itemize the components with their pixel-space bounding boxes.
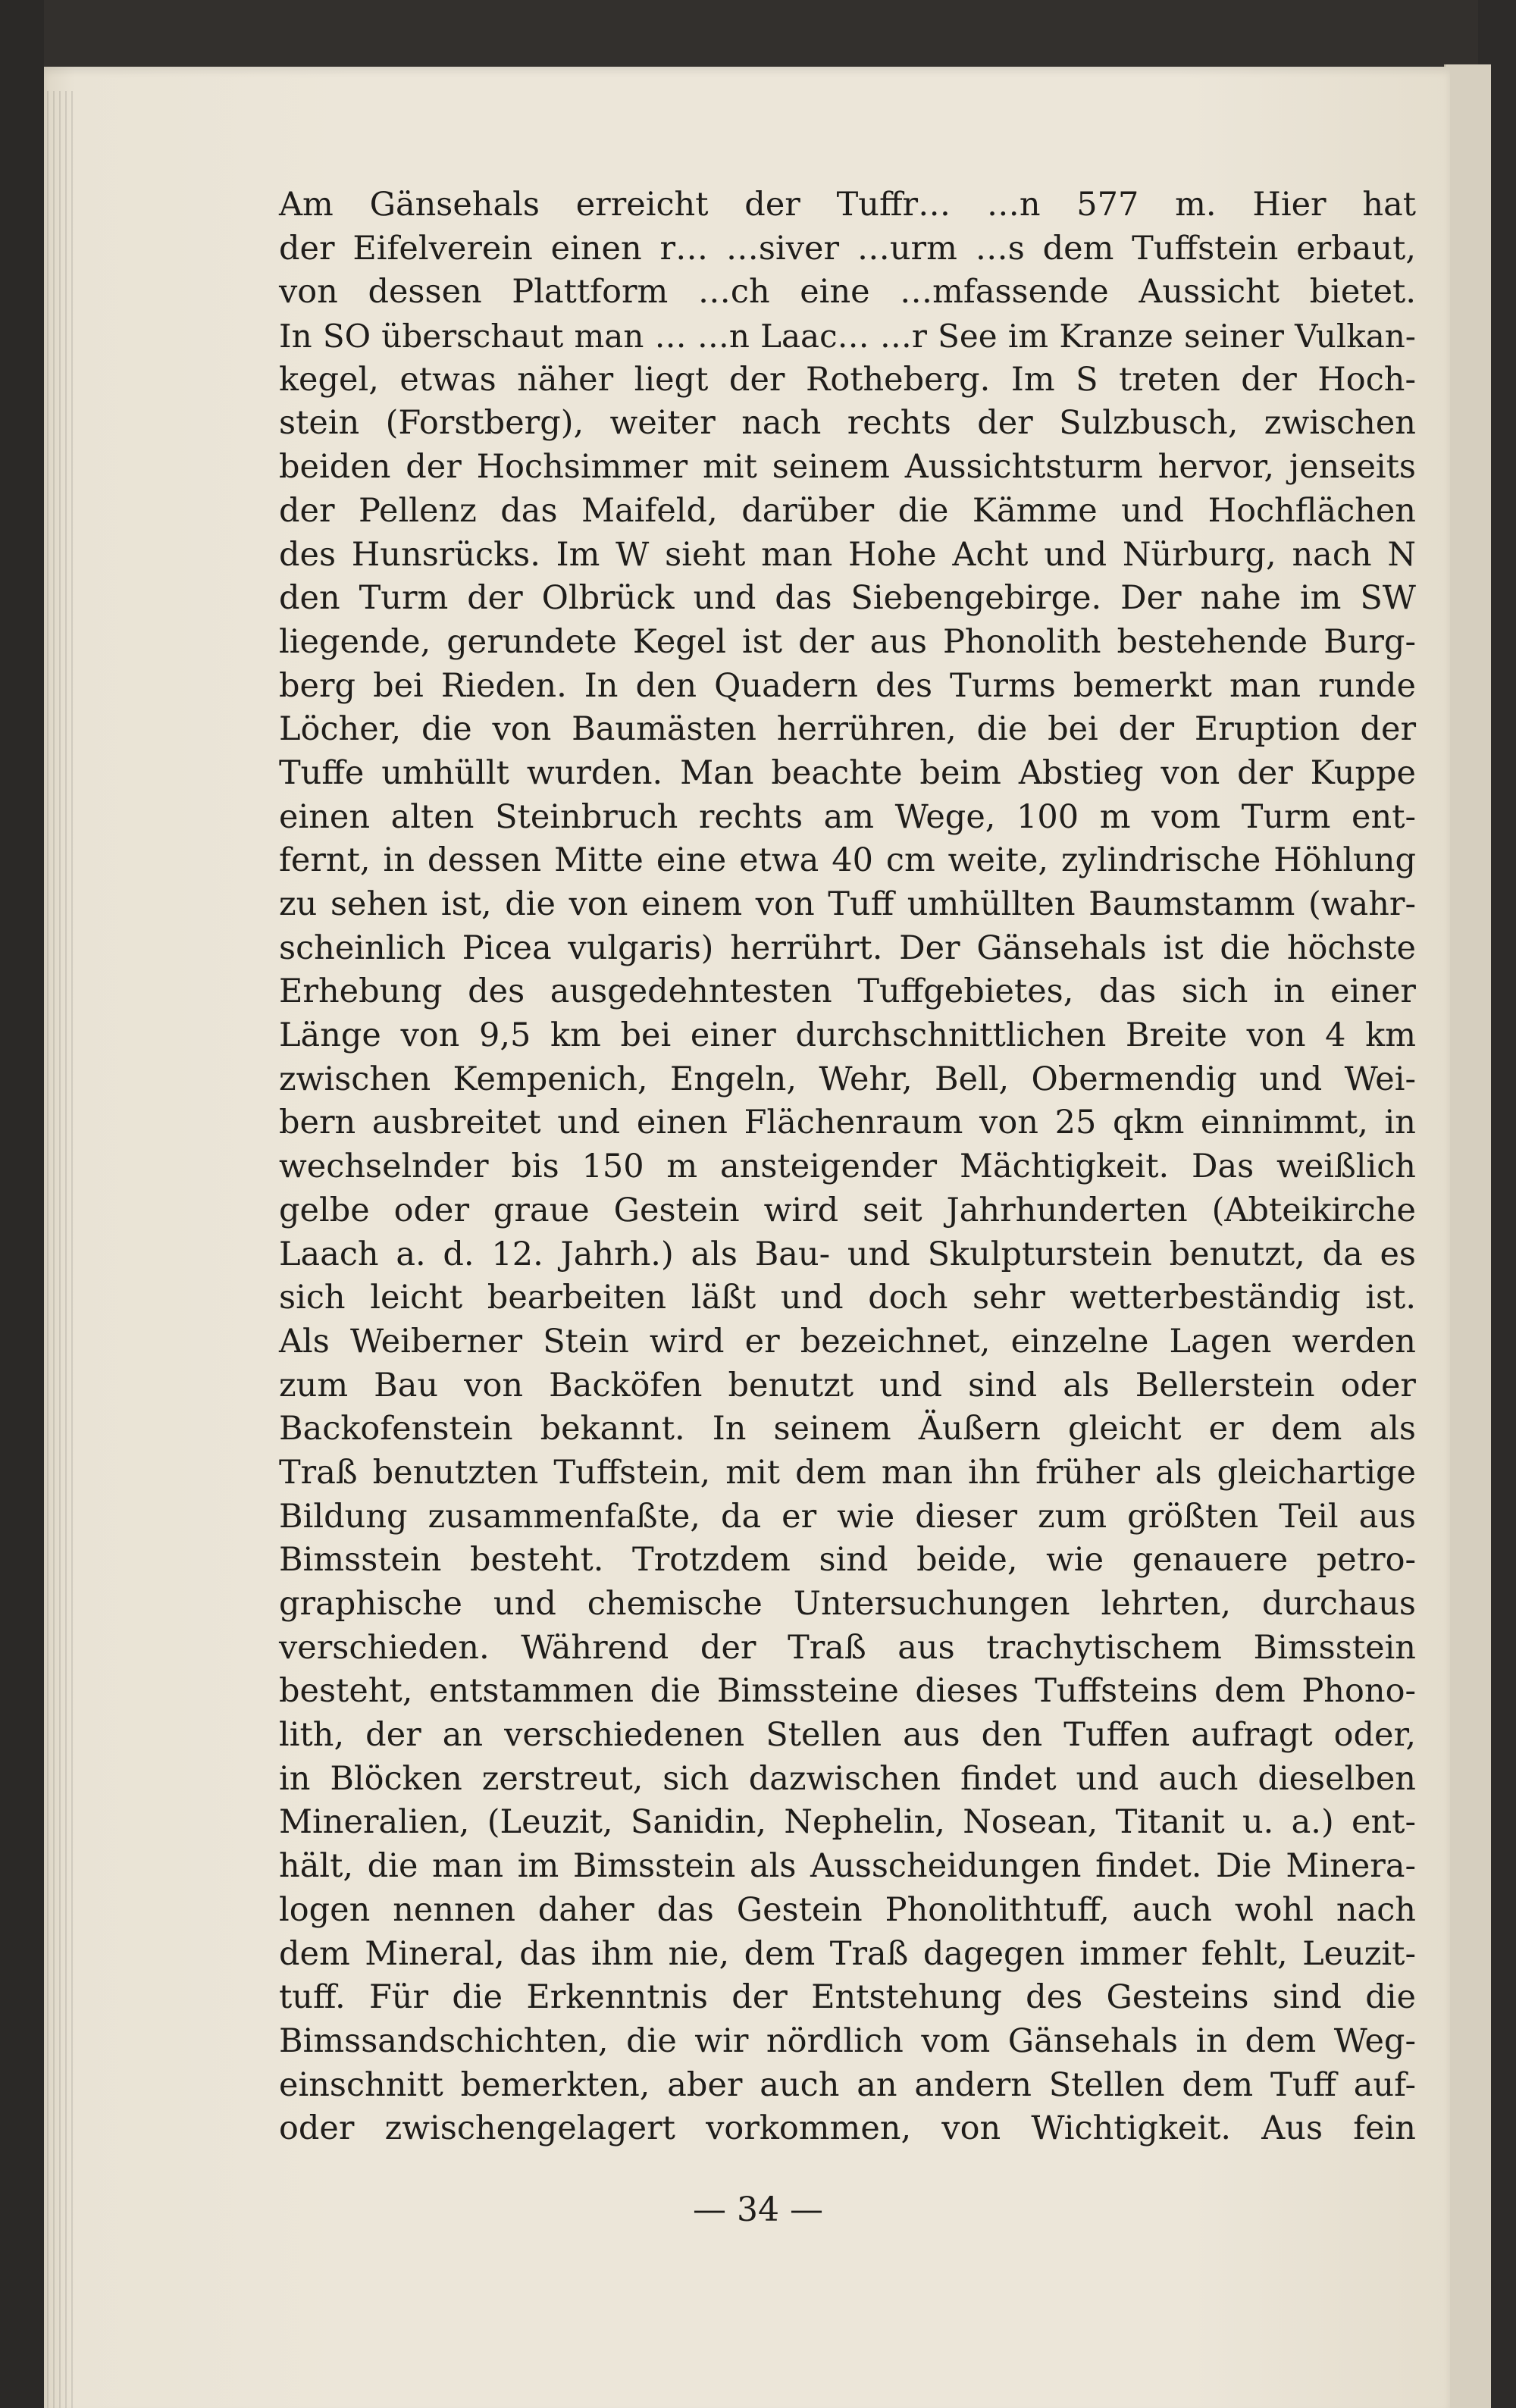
- text-line: zum Bau von Backöfen benutzt und sind als Bellerstein oder: [279, 1366, 1416, 1404]
- text-line: graphische und chemische Untersuchungen lehrten, durchaus: [279, 1585, 1416, 1623]
- text-line: Erhebung des ausgedehntesten Tuffgebietes, das sich in einer: [279, 972, 1416, 1011]
- text-line: in Blöcken zerstreut, sich dazwischen findet und auch dieselben: [279, 1759, 1416, 1798]
- text-line: des Hunsrücks. Im W sieht man Hohe Acht und Nürburg, nach N: [279, 535, 1416, 574]
- text-line: einen alten Steinbruch rechts am Wege, 100 m vom Turm ent-: [279, 797, 1416, 836]
- text-line: oder zwischengelagert vorkommen, von Wichtigkeit. Aus fein: [279, 2109, 1416, 2148]
- text-line: Bimsstein besteht. Trotzdem sind beide, wie genauere petro-: [279, 1541, 1416, 1580]
- page-number: — 34 —: [693, 2190, 823, 2229]
- text-line: von dessen Plattform …ch eine …mfassende Aussicht bietet.: [279, 273, 1416, 312]
- text-line: Tuffe umhüllt wurden. Man beachte beim Abstieg von der Kuppe: [279, 753, 1416, 792]
- text-line: bern ausbreitet und einen Flächenraum von 25 qkm einnimmt, in: [279, 1104, 1416, 1142]
- text-line: sich leicht bearbeiten läßt und doch sehr wetterbeständig ist.: [279, 1279, 1416, 1317]
- text-line: tuff. Für die Erkenntnis der Entstehung des Gesteins sind die: [279, 1978, 1416, 2017]
- text-line: Länge von 9,5 km bei einer durchschnittlichen Breite von 4 km: [279, 1016, 1416, 1055]
- text-line: Backofenstein bekannt. In seinem Äußern gleicht er dem als: [279, 1410, 1416, 1448]
- text-line: Bildung zusammenfaßte, da er wie dieser zum größten Teil aus: [279, 1497, 1416, 1536]
- text-line: hält, die man im Bimsstein als Ausscheidungen findet. Die Minera-: [279, 1847, 1416, 1886]
- text-line: berg bei Rieden. In den Quadern des Turms bemerkt man runde: [279, 666, 1416, 705]
- text-line: Als Weiberner Stein wird er bezeichnet, einzelne Lagen werden: [279, 1322, 1416, 1361]
- text-line: Mineralien, (Leuzit, Sanidin, Nephelin, Nosean, Titanit u. a.) ent-: [279, 1803, 1416, 1842]
- text-line: liegende, gerundete Kegel ist der aus Phonolith bestehende Burg-: [279, 622, 1416, 661]
- text-line: verschieden. Während der Traß aus trachytischem Bimsstein: [279, 1628, 1416, 1667]
- scan-background-left: [0, 0, 44, 2408]
- text-line: stein (Forstberg), weiter nach rechts der Sulzbusch, zwischen: [279, 404, 1416, 443]
- text-line: gelbe oder graue Gestein wird seit Jahrhunderten (Abteikirche: [279, 1191, 1416, 1229]
- text-line: zwischen Kempenich, Engeln, Wehr, Bell, Obermendig und Wei-: [279, 1060, 1416, 1098]
- text-line: kegel, etwas näher liegt der Rotheberg. Im S treten der Hoch-: [279, 360, 1416, 399]
- text-line: den Turm der Olbrück und das Siebengebirge. Der nahe im SW: [279, 579, 1416, 618]
- text-line: Löcher, die von Baumästen herrühren, die bei der Eruption der: [279, 710, 1416, 749]
- text-line: fernt, in dessen Mitte eine etwa 40 cm weite, zylindrische Höhlung: [279, 841, 1416, 880]
- text-line: lith, der an verschiedenen Stellen aus den Tuffen aufragt oder,: [279, 1716, 1416, 1755]
- text-line: zu sehen ist, die von einem von Tuff umhüllten Baumstamm (wahr-: [279, 885, 1416, 923]
- text-line: der Eifelverein einen r… …siver …urm …s dem Tuffstein erbaut,: [279, 229, 1416, 268]
- back-page-edge: [1444, 64, 1491, 2408]
- text-line: der Pellenz das Maifeld, darüber die Kämme und Hochflächen: [279, 491, 1416, 530]
- text-line: Laach a. d. 12. Jahrh.) als Bau- und Skulpturstein benutzt, da es: [279, 1235, 1416, 1273]
- text-line: beiden der Hochsimmer mit seinem Aussichtsturm hervor, jenseits: [279, 448, 1416, 487]
- text-line: In SO überschaut man … …n Laac… …r See im Kranze seiner Vulkan-: [279, 318, 1416, 355]
- page-stack-edges: [47, 91, 77, 2408]
- text-line: besteht, entstammen die Bimssteine dieses Tuffsteins dem Phono-: [279, 1672, 1416, 1711]
- text-line: logen nennen daher das Gestein Phonolithtuff, auch wohl nach: [279, 1890, 1416, 1929]
- text-line: scheinlich Picea vulgaris) herrührt. Der Gänsehals ist die höchste: [279, 928, 1416, 967]
- body-text: [279, 183, 1416, 2151]
- text-line: Bimssandschichten, die wir nördlich vom Gänsehals in dem Weg-: [279, 2021, 1416, 2060]
- text-line: wechselnder bis 150 m ansteigender Mächtigkeit. Das weißlich: [279, 1148, 1416, 1186]
- scan-background-top: [0, 0, 1516, 72]
- text-line: einschnitt bemerkten, aber auch an andern Stellen dem Tuff auf-: [279, 2065, 1416, 2104]
- text-line: Traß benutzten Tuffstein, mit dem man ihn früher als gleichartige: [279, 1453, 1416, 1492]
- text-line: dem Mineral, das ihm nie, dem Traß dagegen immer fehlt, Leuzit-: [279, 1934, 1416, 1973]
- text-line: Am Gänsehals erreicht der Tuffr… …n 577 m. Hier hat: [279, 186, 1416, 224]
